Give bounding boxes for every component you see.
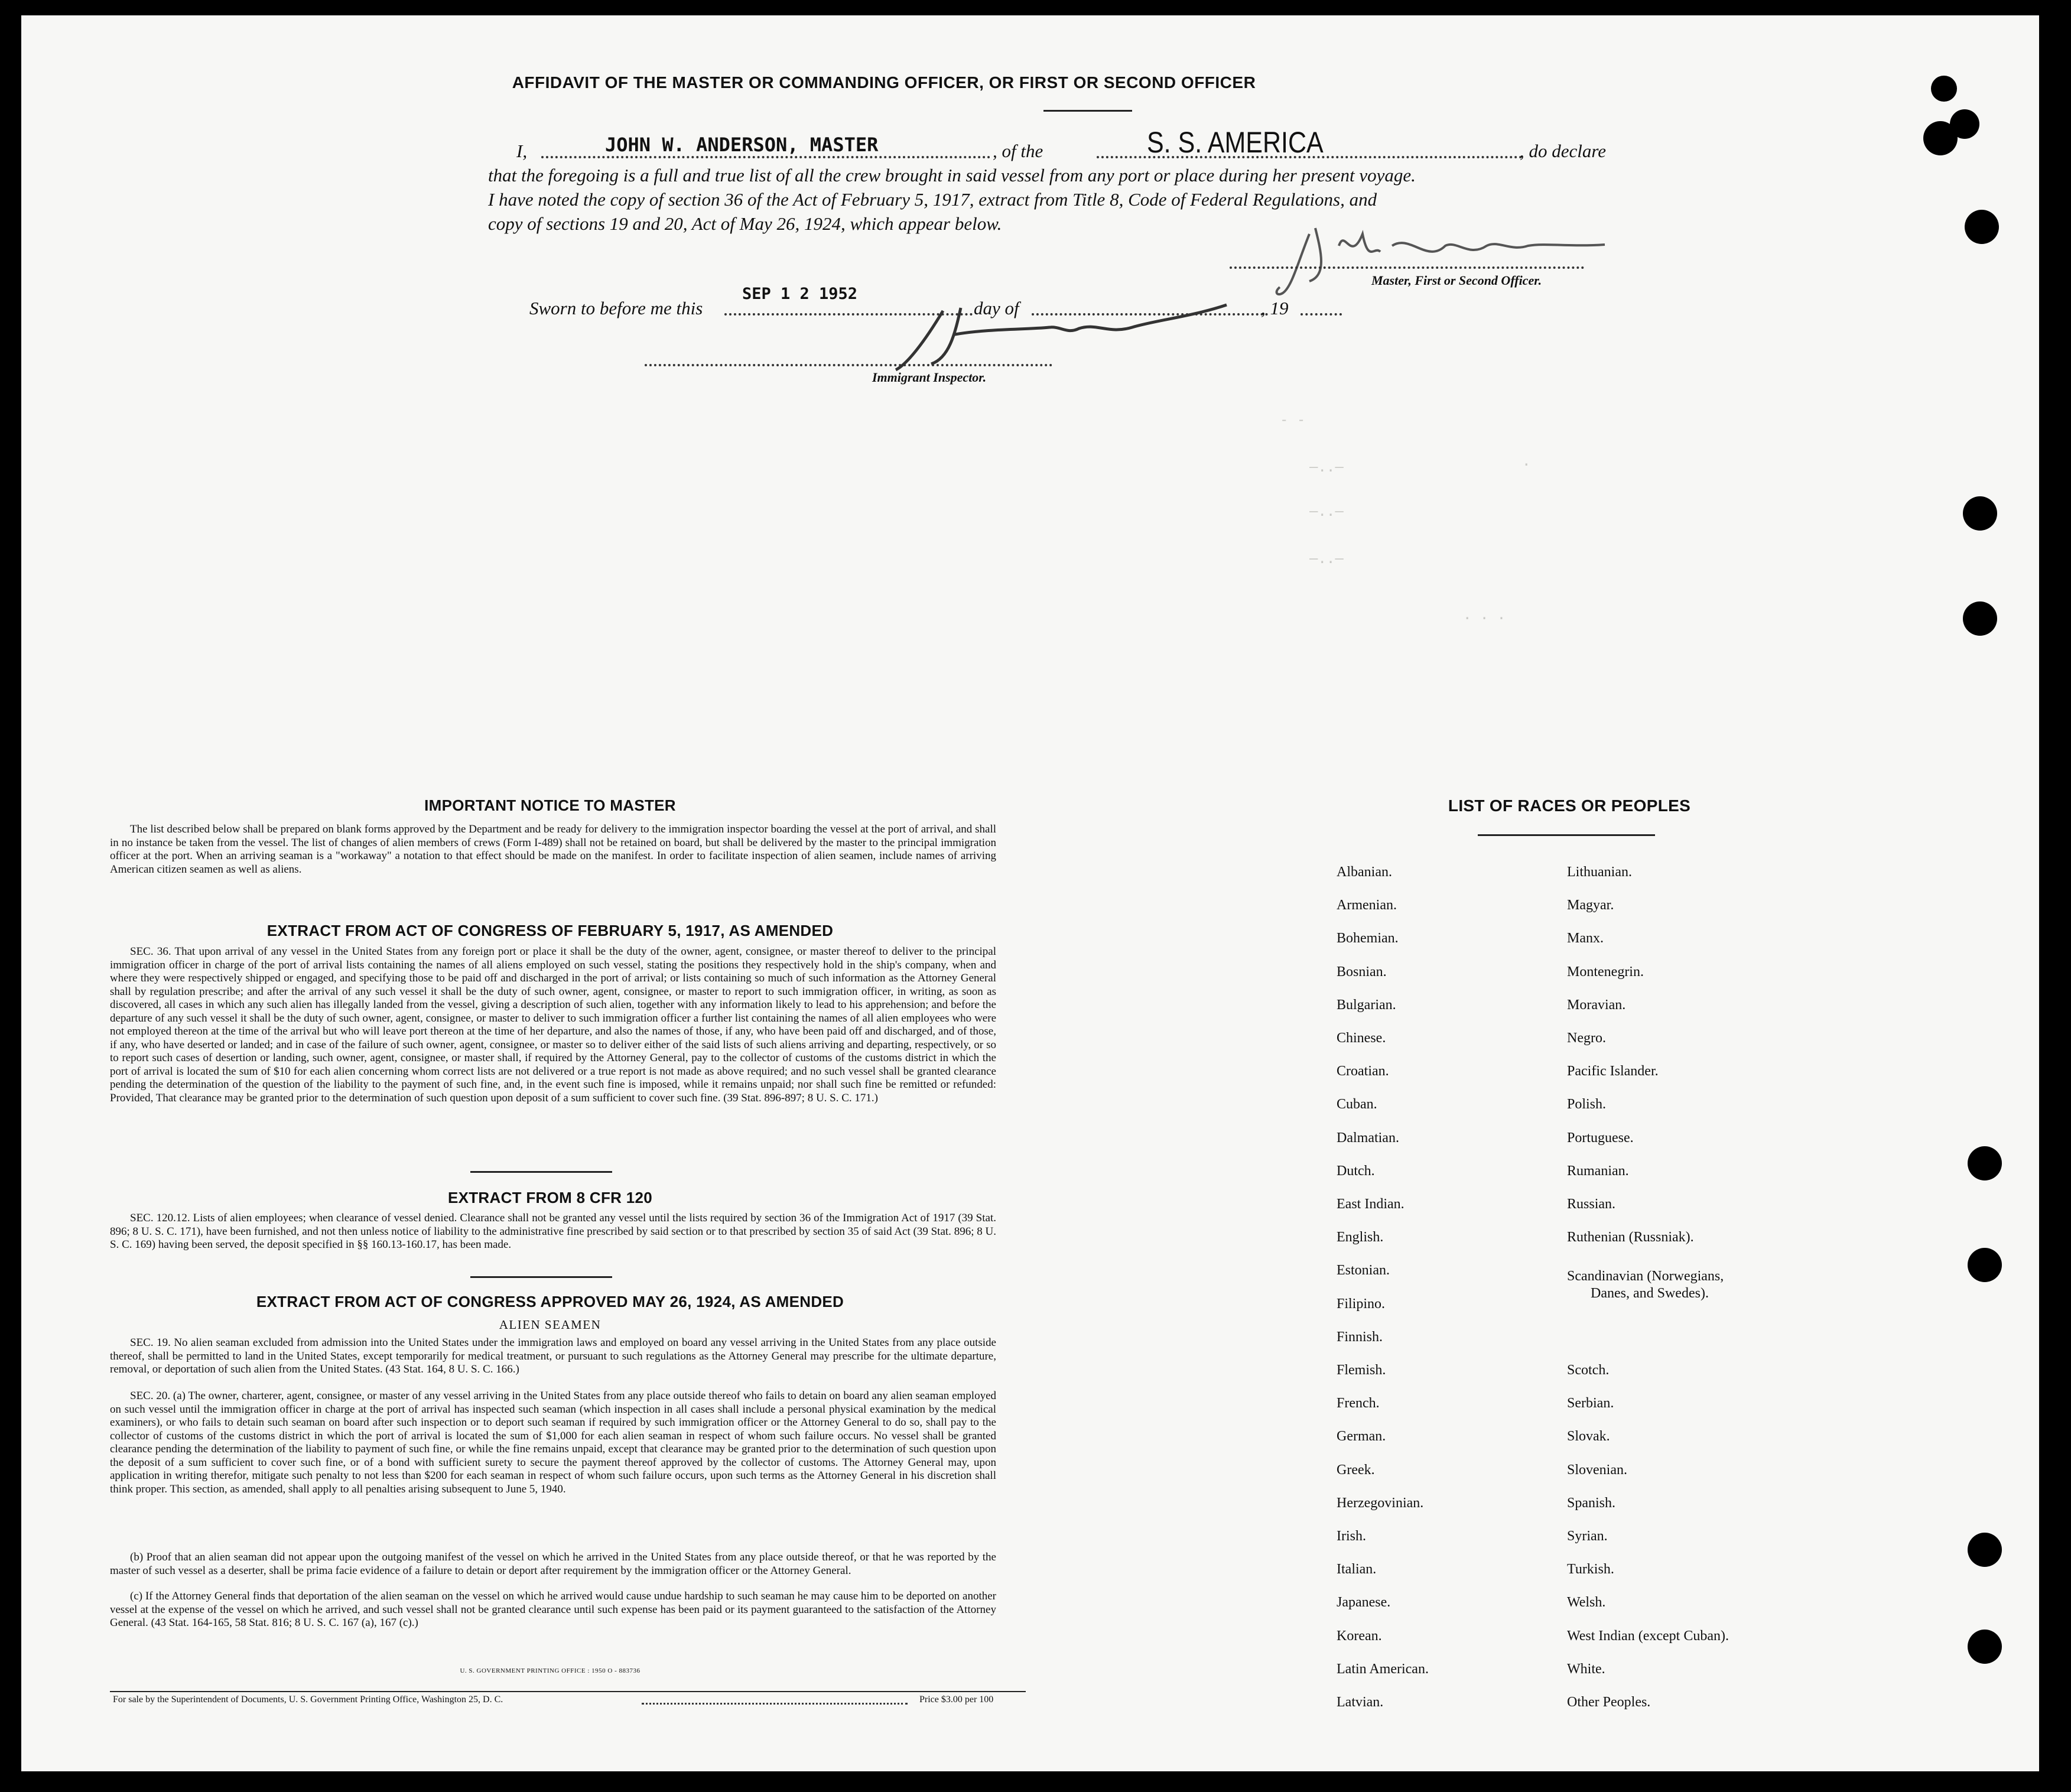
extract-1917-body: SEC. 36. That upon arrival of any vessel in the United States from any foreign port or place it shall be the duty of the owner, agent, consignee, or master thereof to deliver to the principal immigration officer in charge of the port of arrival lists containing the names of all aliens employed on such vessel, stating the positions they respectively hold in the ship's company, when and where they were respectively shipped or engaged, and specifying those to be paid off and discharged in the port of arrival; or lists containing so much of such information as the Attorney General shall by regulation prescribe; and after the arrival of any such vessel it shall be the duty of such owner, agent, consignee, or master to report to such immigration officer, in writing, as soon as discovered, all cases in which any such alien has illegally landed from the vessel, giving a description of such alien, together with any information likely to lead to his apprehension; and before the departure of any such vessel it shall be the duty of such owner, agent, consignee, or master to deliver to such immigration officer a further list containing the names of all alien employees who were not employed thereon at the time of the arrival but who will leave port thereon at the time of her departure, and also the names of those, if any, who have been paid off and discharged, and of those, if any, who have deserted or landed; and in case of the failure of such owner, agent, consignee, or master so to deliver either of the said lists of such aliens arriving and departing, respectively, or so to report such cases of desertion or landing, such owner, agent, consignee, or master shall, if required by the Attorney General, pay to the collector of customs of the customs district in which the port of arrival is located the sum of $10 for each alien concerning whom correct lists are not delivered or a true report is not made as above required; and no such vessel shall be granted clearance pending the determination of the question of the liability to the payment of such fine, and, in the event such fine is imposed, while it remains unpaid; nor shall such fine be remitted or refunded: Provided, That clearance may be granted prior to the determination of such question upon deposit of a sum sufficient to cover such fine. (39 Stat. 896-897; 8 U. S. C. 171.): [110, 945, 996, 1104]
master-signature-line: [1230, 266, 1584, 269]
race-item: Greek.: [1337, 1462, 1375, 1478]
master-name: JOHN W. ANDERSON, MASTER: [605, 134, 879, 156]
race-item: Ruthenian (Russniak).: [1567, 1230, 1694, 1245]
race-item: Moravian.: [1567, 997, 1626, 1013]
inspector-signature: [872, 293, 1238, 382]
do-declare-label: , do declare: [1520, 141, 1607, 161]
year-blank: [1301, 313, 1342, 316]
section-divider: [470, 1276, 612, 1278]
race-item: East Indian.: [1337, 1196, 1404, 1212]
sec20a-body: SEC. 20. (a) The owner, charterer, agent, consignee, or master of any vessel arriving in the United States from any place outside thereof who fails to detain on board any alien seaman employed on such vessel until the immigration officer in charge at the port of arrival has inspected such seaman (which inspection in all cases shall include a personal physical examination by the medical examiners), or who fails to detain such seaman on board after such inspection or to deport such seaman if required by such immigration officer or the Attorney General to do so, shall pay to the collector of customs of the customs district in which the port of arrival is located the sum of $1,000 for each alien seaman in respect of whom such failure occurs. No vessel shall be granted clearance pending the determination of the liability to payment of such fine, or while the fine remains unpaid, except that clearance may be granted prior to the determination of such question upon the deposit of a sum sufficient to cover such fine, or of a bond with sufficient surety to secure the payment thereof approved by the collector of customs. The Attorney General may, upon application in writing therefor, mitigate such penalty to not less than $200 for each seaman in respect of whom such failure occurs, upon such terms as the Attorney General in his discretion shall think proper. This section, as amended, shall apply to all penalties arising subsequent to June 5, 1940.: [110, 1390, 996, 1495]
bleed-mark: .: [1522, 453, 1531, 469]
race-item: Polish.: [1567, 1097, 1607, 1113]
races-title: LIST OF RACES OR PEOPLES: [1448, 796, 1691, 815]
bleed-mark: —..—: [1309, 503, 1344, 519]
alien-seamen-subtitle: ALIEN SEAMEN: [499, 1318, 602, 1332]
race-item: Other Peoples.: [1567, 1695, 1651, 1710]
race-item: Welsh.: [1567, 1595, 1606, 1611]
inspector-signature-line: [645, 364, 1052, 366]
race-item: Scotch.: [1567, 1362, 1610, 1378]
race-item: Portuguese.: [1567, 1130, 1634, 1146]
vessel-name: S. S. AMERICA: [1147, 126, 1324, 159]
declaration-line-3: copy of sections 19 and 20, Act of May 26, 1924, which appear below.: [488, 213, 1002, 234]
race-item: Croatian.: [1337, 1064, 1389, 1079]
race-item: Dalmatian.: [1337, 1130, 1399, 1146]
master-caption: Master, First or Second Officer.: [1371, 273, 1542, 288]
race-item: Syrian.: [1567, 1528, 1608, 1544]
sec19-body: SEC. 19. No alien seaman excluded from admission into the United States under the immigration laws and employed on board any vessel arriving in the United States from any place outside thereof, shall be permitted to land in the United States, except temporarily for medical treatment, or pursuant to such regulations as the Attorney General may prescribe for the ultimate departure, removal, or deportation of such alien from the United States. (43 Stat. 164, 8 U. S. C. 166.): [110, 1336, 996, 1375]
year-prefix: , 19: [1261, 298, 1289, 318]
race-item: Pacific Islander.: [1567, 1064, 1659, 1079]
binder-hole: [1931, 76, 1957, 102]
title-divider: [1043, 110, 1132, 112]
race-item: Latin American.: [1337, 1661, 1429, 1677]
binder-hole: [1950, 109, 1979, 139]
name-blank: [541, 156, 990, 158]
extract-1924-title: EXTRACT FROM ACT OF CONGRESS APPROVED MAY 26, 1924, AS AMENDED: [256, 1293, 844, 1310]
binder-hole: [1968, 1248, 2002, 1282]
race-item: Korean.: [1337, 1628, 1382, 1644]
race-item: Chinese.: [1337, 1030, 1386, 1046]
affidavit-page: [21, 15, 2039, 1771]
bleed-mark: —..—: [1309, 550, 1344, 567]
race-item: Slovenian.: [1567, 1462, 1627, 1478]
race-item: Negro.: [1567, 1030, 1606, 1046]
race-item: West Indian (except Cuban).: [1567, 1628, 1729, 1644]
for-sale-line: For sale by the Superintendent of Documents, U. S. Government Printing Office, Washington 25, D. C.: [113, 1695, 503, 1705]
race-item: Herzegovinian.: [1337, 1495, 1424, 1511]
race-item: Russian.: [1567, 1196, 1616, 1212]
footer-rule: [110, 1691, 1026, 1692]
races-divider: [1478, 834, 1655, 836]
gpo-imprint: U. S. GOVERNMENT PRINTING OFFICE : 1950 O - 883736: [460, 1667, 641, 1674]
binder-hole: [1963, 496, 1997, 531]
race-item: Dutch.: [1337, 1163, 1375, 1179]
race-item: Lithuanian.: [1567, 864, 1632, 880]
race-item: Serbian.: [1567, 1396, 1614, 1412]
race-item: Japanese.: [1337, 1595, 1391, 1611]
race-item: White.: [1567, 1661, 1605, 1677]
race-item: English.: [1337, 1230, 1384, 1245]
binder-hole: [1968, 1533, 2002, 1567]
binder-hole: [1968, 1146, 2002, 1180]
section-divider: [470, 1171, 612, 1173]
race-item: French.: [1337, 1396, 1380, 1412]
extract-1917-title: EXTRACT FROM ACT OF CONGRESS OF FEBRUARY 5, 1917, AS AMENDED: [266, 922, 834, 939]
race-item: Irish.: [1337, 1528, 1366, 1544]
race-item: Bulgarian.: [1337, 997, 1396, 1013]
declaration-line-1: that the foregoing is a full and true list of all the crew brought in said vessel from any port or place during her present voyage.: [488, 165, 1416, 186]
extract-cfr-title: EXTRACT FROM 8 CFR 120: [447, 1189, 653, 1206]
binder-hole: [1968, 1630, 2002, 1664]
bleed-mark: —..—: [1309, 458, 1344, 475]
race-item: Montenegrin.: [1567, 964, 1644, 980]
race-item: Scandinavian (Norwegians,: [1567, 1269, 1724, 1284]
inspector-caption: Immigrant Inspector.: [872, 370, 987, 385]
footer-leader: [642, 1703, 908, 1705]
race-item: Filipino.: [1337, 1296, 1386, 1312]
race-item: Albanian.: [1337, 864, 1392, 880]
race-item: Bohemian.: [1337, 931, 1399, 947]
price-line: Price $3.00 per 100: [919, 1695, 994, 1705]
notice-body: The list described below shall be prepared on blank forms approved by the Department and be ready for delivery to the immigration inspector boarding the vessel at the port of arrival, and shall in no instance be taken from the vessel. The list of changes of alien members of crews (Form I-489) shall not be retained on board, but shall be delivered by the master to the principal immigration officer at the port. When an arriving seaman is a "workaway" a notation to that effect should be made on the manifest. In order to facilitate inspection of alien seamen, include names of arriving American citizen seamen as well as aliens.: [110, 823, 996, 876]
race-item: Bosnian.: [1337, 964, 1387, 980]
race-item: Rumanian.: [1567, 1163, 1629, 1179]
extract-cfr-body: SEC. 120.12. Lists of alien employees; when clearance of vessel denied. Clearance shall not be granted any vessel until the lists required by section 36 of the Immigration Act of 1917 (39 Stat. 896; 8 U. S. C. 171), have been furnished, and not then unless notice of liability to the administrative fine prescribed by said section or to that prescribed by section 35 of said Act (39 Stat. 896; 8 U. S. C. 169) having been served, the deposit specified in §§ 160.13-160.17, has been made.: [110, 1212, 996, 1251]
race-item: Estonian.: [1337, 1263, 1390, 1279]
race-item: Armenian.: [1337, 897, 1397, 913]
race-item: Manx.: [1567, 931, 1604, 947]
of-the-label: , of the: [993, 141, 1043, 161]
day-of-label: day of: [974, 298, 1019, 318]
race-item: Cuban.: [1337, 1097, 1377, 1113]
sec20c-body: (c) If the Attorney General finds that deportation of the alien seaman on the vessel on which he arrived would cause undue hardship to such seaman he may cause him to be deported on another vessel at the expense of the vessel on which he arrived, and such vessel shall not be granted clearance until such expense has been paid or its payment guaranteed to the satisfaction of the Attorney General. (43 Stat. 164-165, 58 Stat. 816; 8 U. S. C. 167 (a), 167 (c).): [110, 1590, 996, 1629]
race-item: Spanish.: [1567, 1495, 1616, 1511]
affidavit-title: AFFIDAVIT OF THE MASTER OR COMMANDING OFFICER, OR FIRST OR SECOND OFFICER: [512, 73, 1256, 92]
binder-hole: [1965, 210, 1999, 244]
sworn-date-stamp: SEP 1 2 1952: [742, 285, 858, 303]
declaration-line-2: I have noted the copy of section 36 of the Act of February 5, 1917, extract from Title 8, Code of Federal Regulations, and: [488, 189, 1377, 210]
race-item: Latvian.: [1337, 1695, 1384, 1710]
binder-hole: [1963, 601, 1997, 636]
race-item: German.: [1337, 1429, 1386, 1445]
race-item: Magyar.: [1567, 897, 1614, 913]
race-item: Flemish.: [1337, 1362, 1386, 1378]
bleed-mark: - -: [1280, 411, 1306, 428]
race-item: Danes, and Swedes).: [1591, 1286, 1709, 1302]
race-item: Slovak.: [1567, 1429, 1610, 1445]
race-item: Finnish.: [1337, 1329, 1383, 1345]
bleed-mark: . . .: [1463, 606, 1506, 623]
sworn-prefix: Sworn to before me this: [529, 298, 703, 318]
notice-title: IMPORTANT NOTICE TO MASTER: [424, 796, 676, 814]
sec20b-body: (b) Proof that an alien seaman did not appear upon the outgoing manifest of the vessel on which he arrived in the United States from any place outside thereof, or that he was reported by the master of such vessel as a deserter, shall be prima facie evidence of a failure to detain or deport after requirement by the immigration officer or the Attorney General.: [110, 1551, 996, 1577]
race-item: Turkish.: [1567, 1562, 1614, 1578]
declaration-pronoun: I,: [516, 141, 528, 161]
race-item: Italian.: [1337, 1562, 1377, 1578]
